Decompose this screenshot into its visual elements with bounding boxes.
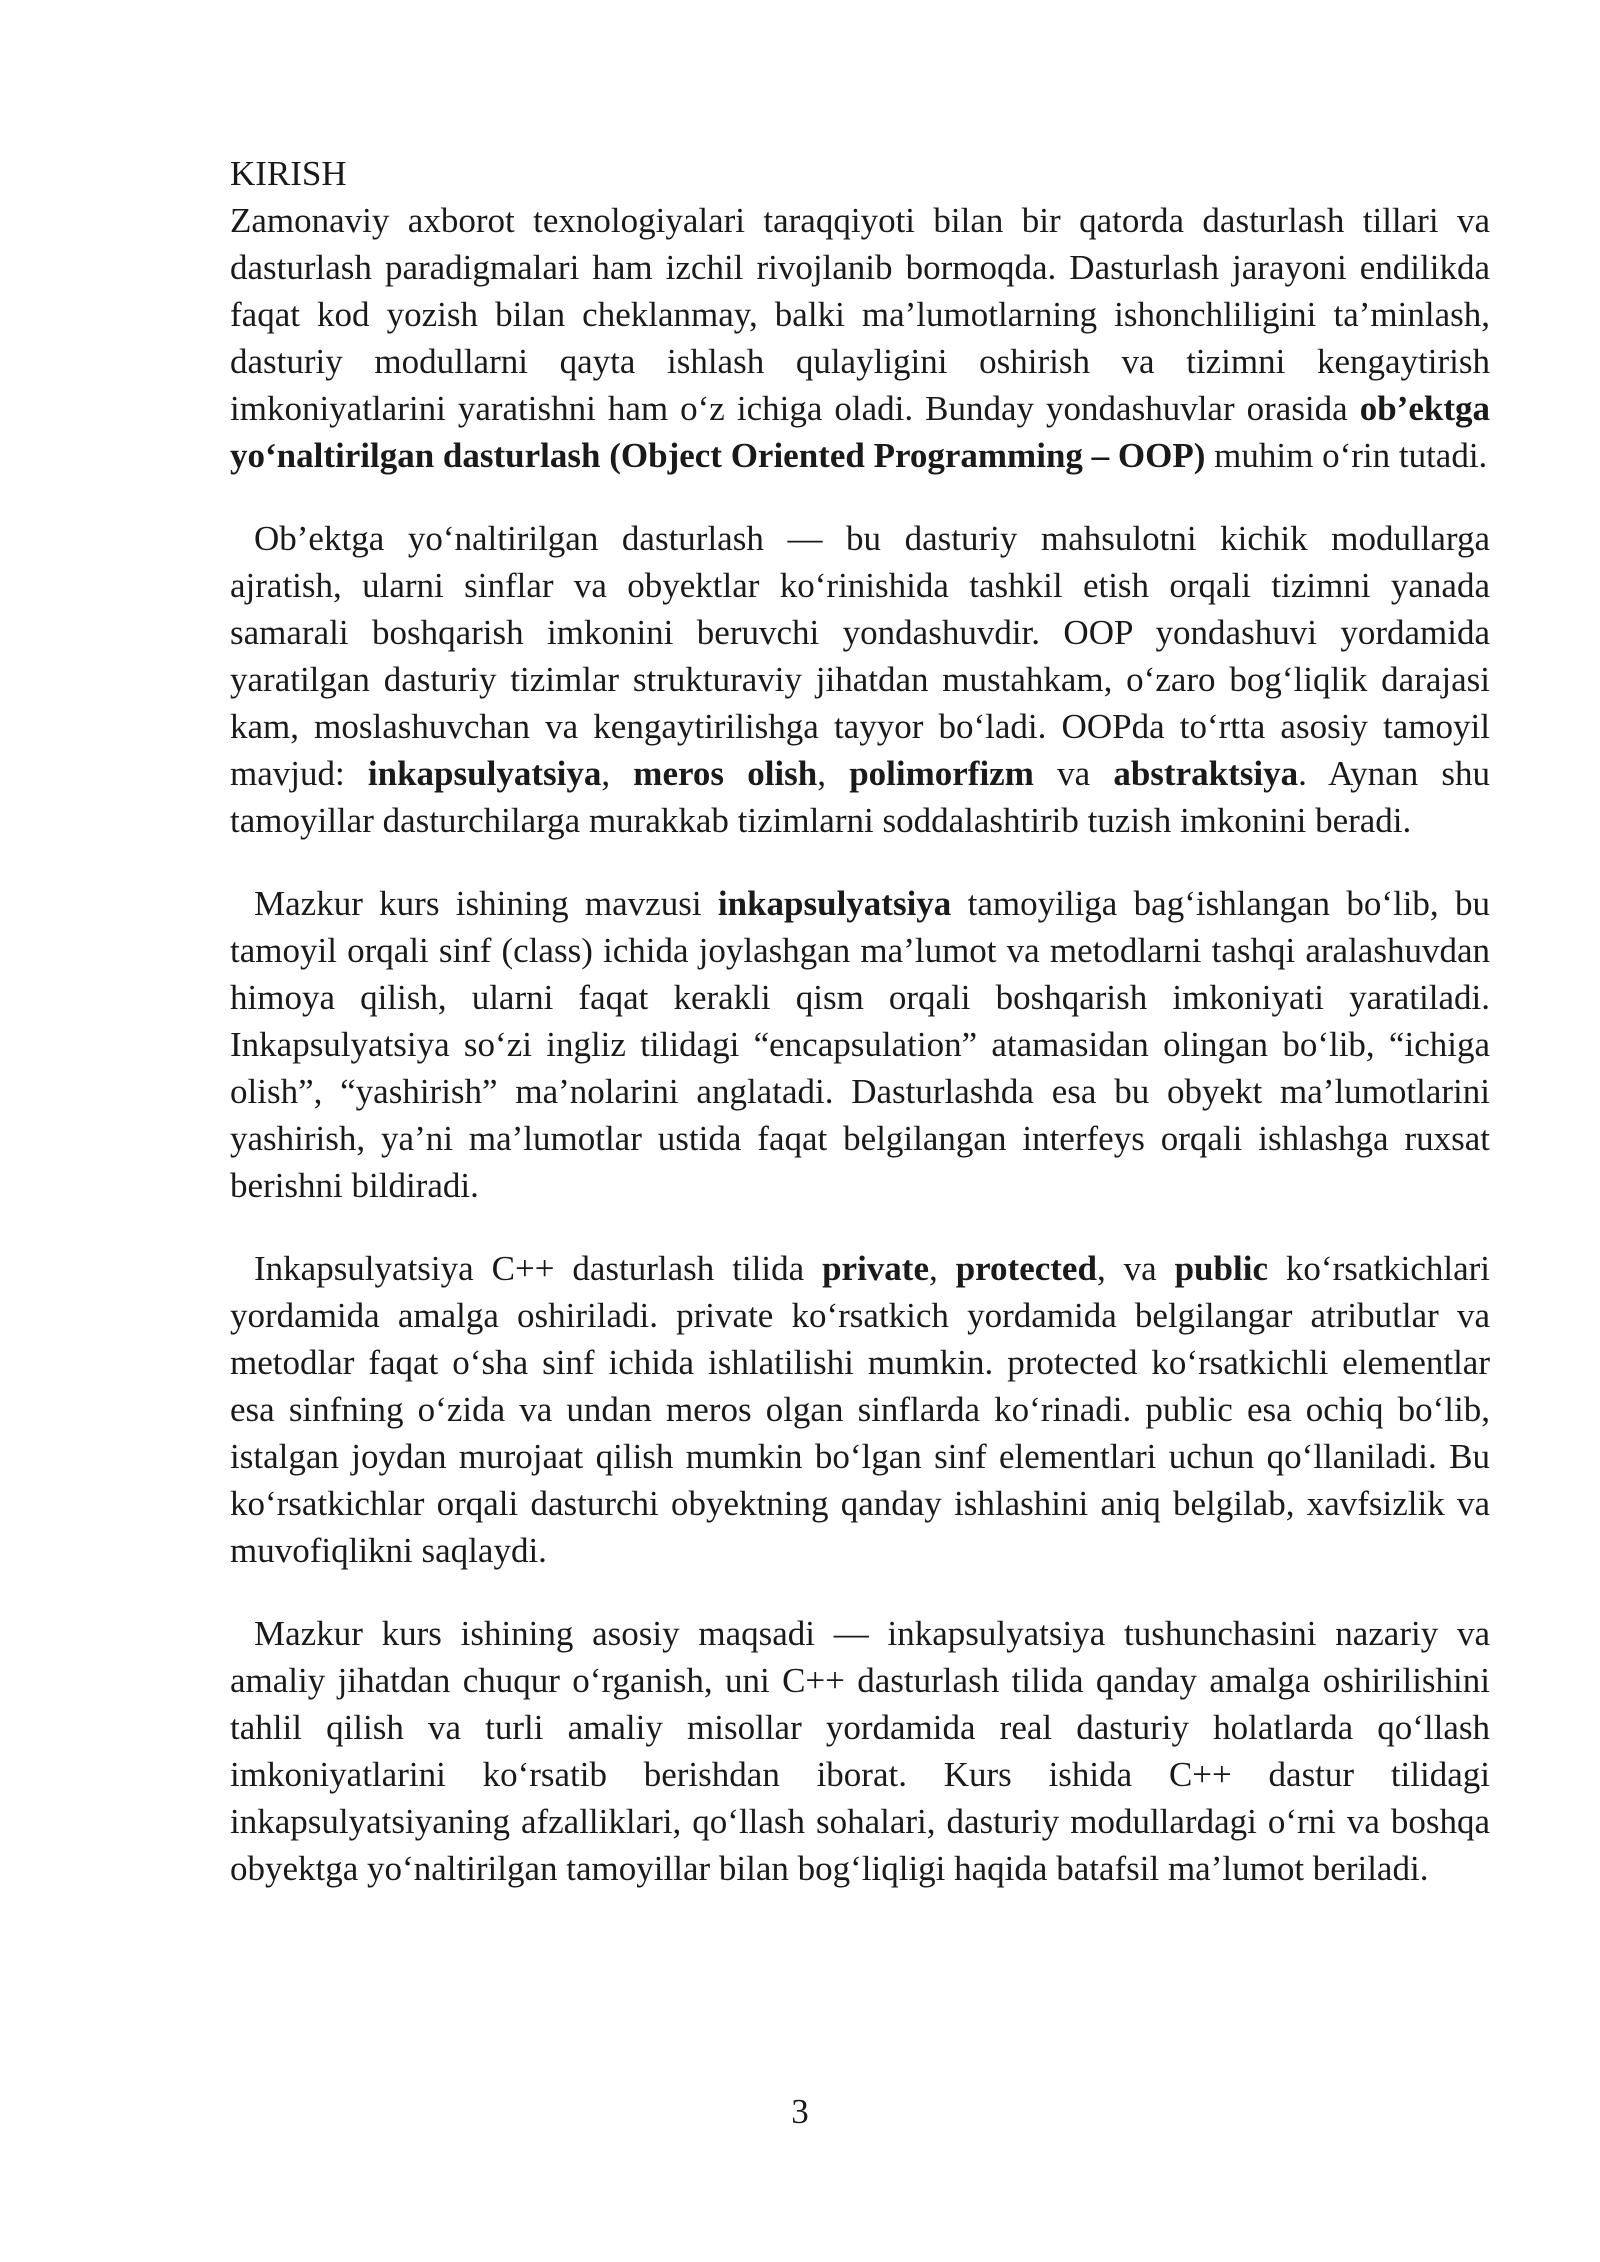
text-run: Mazkur kurs ishining asosiy maqsadi — inkapsulyatsiya tushunchasini nazariy va amaliy jihatdan chuqur o‘rganish, uni C++ dasturlash tilida qanday amalga oshirilishini tahlil qilish va turli amaliy misollar yordamida real dasturiy holatlarda qo‘llash imkoniyatlarini ko‘rsatib berishdan iborat. Kurs ishida C++ dastur tilidagi inkapsulyatsiyaning afzalliklari, qo‘llash sohalari, dasturiy modullardagi o‘rni va boshqa obyektga yo‘naltirilgan tamoyillar bilan bog‘liqligi haqida batafsil ma’lumot beriladi.: [230, 1614, 1490, 1888]
bold-term-abstraction: abstraktsiya: [1113, 754, 1299, 793]
text-run: Inkapsulyatsiya C++ dasturlash tilida: [254, 1249, 823, 1288]
text-run: . Aynan shu tamoyillar dasturchilarga murakkab tizimlarni soddalashtirib tuzish imkonini beradi.: [230, 754, 1491, 840]
text-run: Zamonaviy axborot texnologiyalari taraqqiyoti bilan bir qatorda dasturlash tillari va dasturlash paradigmalari ham izchil rivojlanib bormoqda. Dasturlash jarayoni endilikda faqat kod yozish bilan cheklanmay, balki ma’lumotlarning ishonchliligini ta’minlash, dasturiy modullarni qayta ishlash qulayligini oshirish va tizimni kengaytirish imkoniyatlarini yaratishni ham o‘z ichiga oladi. Bunday yondashuvlar orasida: [230, 201, 1490, 428]
bold-term-public: public: [1174, 1249, 1268, 1288]
text-run: muhim o‘rin tutadi.: [1205, 436, 1488, 475]
text-run: , va: [1096, 1249, 1175, 1288]
bold-term-oop: ob’ektga yo‘naltirilgan dasturlash (Object Oriented Programming – OOP): [230, 389, 1490, 475]
bold-term-protected: protected: [955, 1249, 1097, 1288]
bold-term-inheritance: meros olish: [633, 754, 818, 793]
bold-term-private: private: [822, 1249, 929, 1288]
bold-term-encapsulation: inkapsulyatsiya: [717, 884, 952, 923]
paragraph-course-goal: [230, 1610, 1490, 1892]
text-run: Ob’ektga yo‘naltirilgan dasturlash — bu dasturiy mahsulotni kichik modullarga ajratish, ularni sinflar va obyektlar ko‘rinishida tashkil etish orqali tizimni yanada samarali boshqarish imkonini beruvchi yondashuvdir. OOP yondashuvi yordamida yaratilgan dasturiy tizimlar strukturaviy jihatdan mustahkam, o‘zaro bog‘liqlik darajasi kam, moslashuvchan va kengaytirilishga tayyor bo‘ladi. OOPda to‘rtta asosiy tamoyil mavjud:: [230, 519, 1490, 793]
section-heading: KIRISH: [230, 154, 347, 193]
bold-term-encapsulation: inkapsulyatsiya: [367, 754, 602, 793]
text-run: ,: [929, 1249, 956, 1288]
bold-term-polymorphism: polimorfizm: [849, 754, 1034, 793]
text-run: ko‘rsatkichlari yordamida amalga oshiriladi. private ko‘rsatkich yordamida belgilangar atributlar va metodlar faqat o‘sha sinf ichida ishlatilishi mumkin. protected ko‘rsatkichli elementlar esa sinfning o‘zida va undan meros olgan sinflarda ko‘rinadi. public esa ochiq bo‘lib, istalgan joydan murojaat qilish mumkin bo‘lgan sinf elementlari uchun qo‘llaniladi. Bu ko‘rsatkichlar orqali dasturchi obyektning qanday ishlashini aniq belgilab, xavfsizlik va muvofiqlikni saqlaydi.: [230, 1249, 1491, 1570]
text-run: tamoyiliga bag‘ishlangan bo‘lib, bu tamoyil orqali sinf (class) ichida joylashgan ma’lumot va metodlarni tashqi aralashuvdan himoya qilish, ularni faqat kerakli qism orqali boshqarish imkoniyati yaratiladi. Inkapsulyatsiya so‘zi ingliz tilidagi “encapsulation” atamasidan olingan bo‘lib, “ichiga olish”, “yashirish” ma’nolarini anglatadi. Dasturlashda esa bu obyekt ma’lumotlarini yashirish, ya’ni ma’lumotlar ustida faqat belgilangan interfeys orqali ishlashga ruxsat berishni bildiradi.: [230, 884, 1490, 1205]
paragraph-oop-definition: [230, 515, 1490, 844]
text-run: va: [1033, 754, 1114, 793]
paragraph-access-specifiers: [230, 1245, 1490, 1574]
paragraph-course-topic: [230, 880, 1490, 1209]
text-run: ,: [817, 754, 850, 793]
text-run: Mazkur kurs ishining mavzusi: [254, 884, 718, 923]
page-body: [230, 150, 1490, 1892]
page-number: 3: [791, 2092, 809, 2131]
text-run: ,: [601, 754, 634, 793]
paragraph-introduction: [230, 197, 1490, 479]
